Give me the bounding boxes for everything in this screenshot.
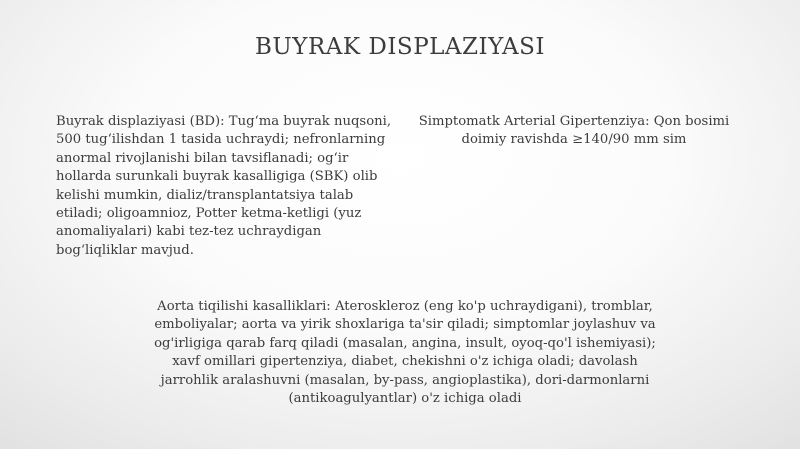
right-text-block: Simptomatk Arterial Gipertenziya: Qon bosimi doimiy ravishda ≥140/90 mm sim: [418, 114, 730, 148]
slide-title: BUYRAK DISPLAZIYASI: [255, 34, 545, 60]
left-text-block: Buyrak displaziyasi (BD): Tug‘ma buyrak nuqsoni, 500 tug‘ilishdan 1 tasida uchraydi; nefronlarning anormal rivojlanishi bilan tavsiflanadi; og‘ir hollarda surunkali buyrak kasalligiga (SBK) olib kelishi mumkin, dializ/transplantatsiya talab etiladi; oligoamnioz, Potter ketma-ketligi (yuz anomaliyalari) kabi tez-tez uchraydigan bog‘liqliklar mavjud.: [56, 114, 392, 258]
bottom-text-block: Aorta tiqilishi kasalliklari: Ateroskleroz (eng ko'p uchraydigani), tromblar, emboliyalar; aorta va yirik shoxlariga ta'sir qiladi; simptomlar joylashuv va og'irligiga qarab farq qiladi (masalan, angina, insult, oyoq-qo'l ishemiyasi); xavf omillari gipertenziya, diabet, chekishni o'z ichiga oladi; davolash jarrohlik aralashuvni (masalan, by-pass, angioplastika), dori-darmonlarni (antikoagulyantlar) o'z ichiga oladi: [154, 299, 656, 407]
